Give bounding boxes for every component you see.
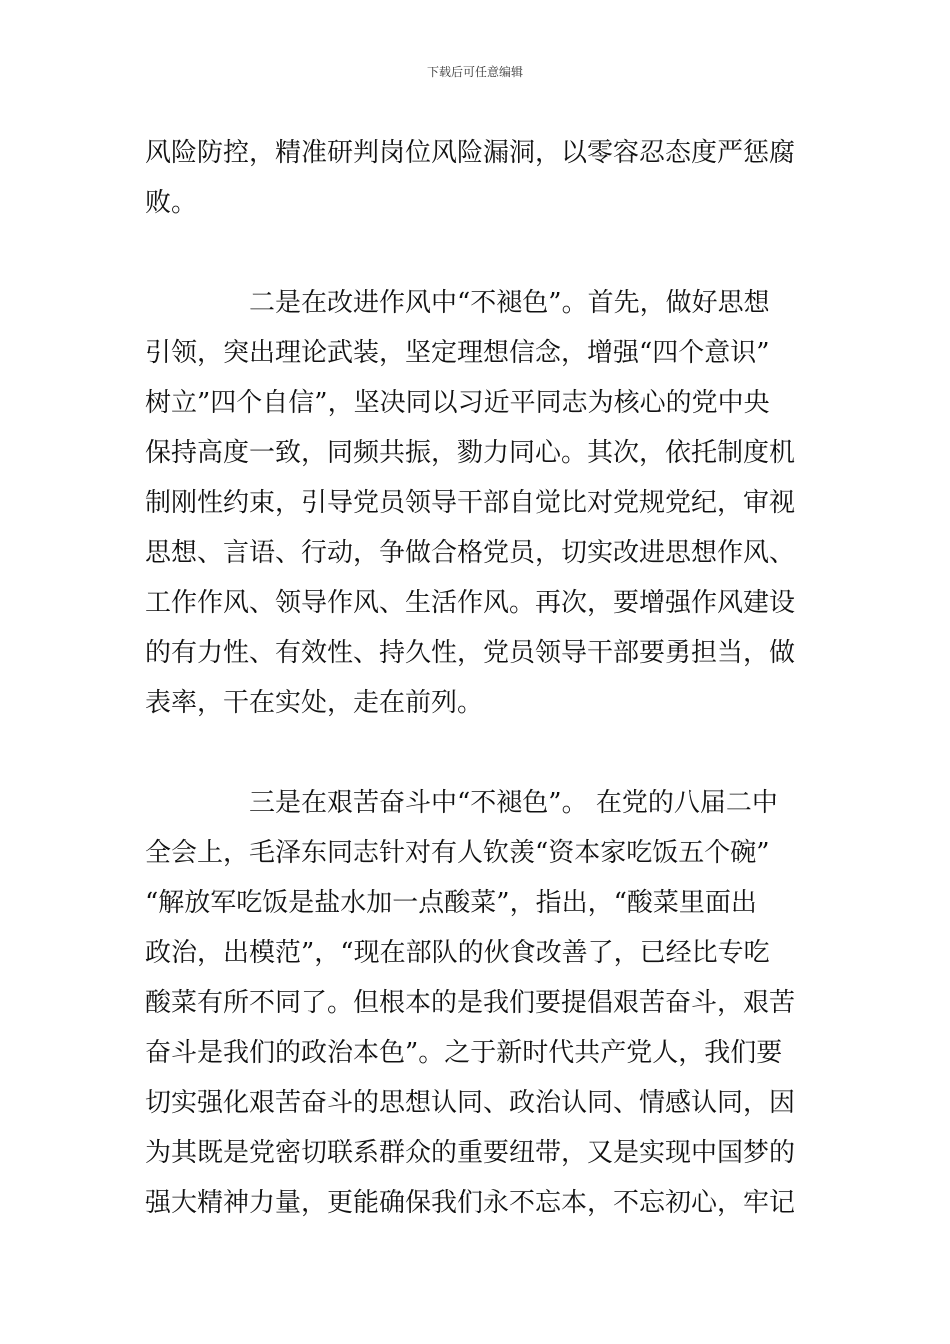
text-line: 的有力性、有效性、持久性，党员领导干部要勇担当，做 [145,638,796,668]
text-line: 三是在艰苦奋斗中“不褪色”。 在党的八届二中 [249,788,778,818]
text-line: 切实强化艰苦奋斗的思想认同、政治认同、情感认同，因 [145,1088,796,1118]
text-line: 全会上，毛泽东同志针对有人钦羡“资本家吃饭五个碗” [145,838,770,868]
text-line: “解放军吃饭是盐水加一点酸菜”，指出，“酸菜里面出 [145,888,757,918]
text-line: 为其既是党密切联系群众的重要纽带，又是实现中国梦的 [145,1138,796,1168]
text-line: 风险防控，精准研判岗位风险漏洞，以零容忍态度严惩腐 [145,138,796,168]
paragraph-gap [145,228,815,278]
text-line: 制刚性约束，引导党员领导干部自觉比对党规党纪，审视 [145,488,796,518]
document-body [145,128,815,1228]
text-line: 思想、言语、行动，争做合格党员，切实改进思想作风、 [145,538,796,568]
paragraph-1 [145,128,815,228]
text-line: 表率，干在实处，走在前列。 [145,688,484,718]
paragraph-3 [145,778,815,1228]
page-header: 下载后可任意编辑 [426,65,523,79]
text-line: 酸菜有所不同了。但根本的是我们要提倡艰苦奋斗，艰苦 [145,988,796,1018]
text-line: 强大精神力量，更能确保我们永不忘本，不忘初心，牢记 [145,1188,796,1218]
text-line: 二是在改进作风中“不褪色”。首先，做好思想 [249,288,770,318]
text-line: 工作作风、领导作风、生活作风。再次，要增强作风建设 [145,588,796,618]
text-line: 政治，出模范”，“现在部队的伙食改善了，已经比专吃 [145,938,770,968]
text-line: 败。 [145,188,198,218]
text-line: 奋斗是我们的政治本色”。之于新时代共产党人，我们要 [145,1038,783,1068]
text-line: 引领，突出理论武装，坚定理想信念，增强“四个意识” [145,338,770,368]
text-line: 保持高度一致，同频共振，勠力同心。其次，依托制度机 [145,438,796,468]
text-line: 树立”四个自信”，坚决同以习近平同志为核心的党中央 [145,388,770,418]
paragraph-gap [145,728,815,778]
paragraph-2 [145,278,815,728]
